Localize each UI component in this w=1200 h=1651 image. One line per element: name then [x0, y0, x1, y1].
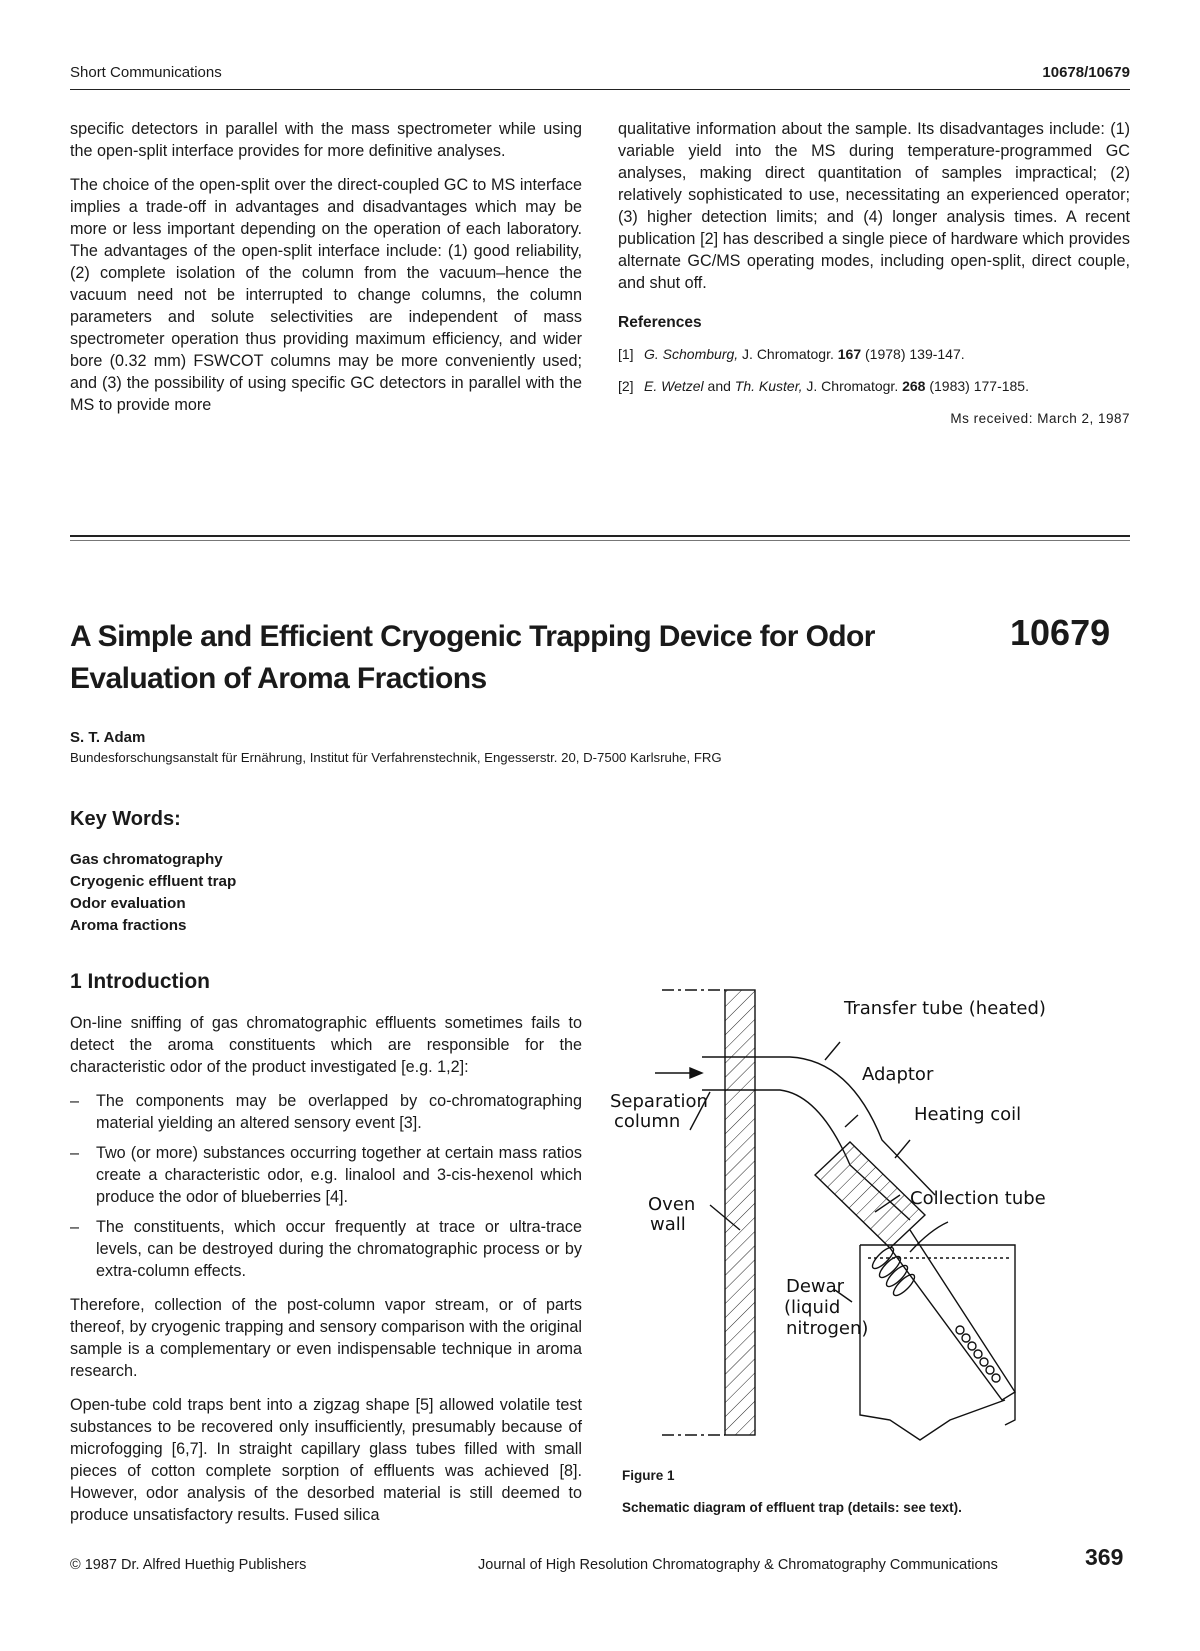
- figure-caption: Schematic diagram of effluent trap (details: see text).: [622, 1500, 962, 1515]
- article-separator-rule: [70, 535, 1130, 537]
- paragraph: Therefore, collection of the post-column vapor stream, or of parts thereof, by cryogenic trapping and sensory comparison with the original sample is a complementary or even indispensable technique in aroma research.: [70, 1296, 582, 1380]
- keyword: Odor evaluation: [70, 895, 186, 912]
- effluent-trap-schematic: [610, 980, 1110, 1450]
- bullet-item: – The constituents, which occur frequently at trace or ultra-trace levels, can be destroyed during the chromatographic process or by extra-column effects.: [70, 1218, 582, 1280]
- prev-article-column-1: [70, 118, 582, 428]
- author: S. T. Adam: [70, 729, 146, 746]
- paragraph: qualitative information about the sample. Its disadvantages include: (1) variable yield into the MS during temperature-programmed GC analyses, making direct quantitation of samples impractical; (2) relatively sophisticated to use, necessitating an experienced operator; (3) higher detection limits; and (4) longer analysis times. A recent publication [2] has described a single piece of hardware which provides alternate GC/MS operating modes, including open-split, direct couple, and shut off.: [618, 120, 1130, 292]
- label-separation-column: Separation: [610, 1091, 708, 1112]
- section-heading-introduction: 1 Introduction: [70, 970, 210, 993]
- running-header-numbers: 10678/10679: [1042, 64, 1130, 81]
- article-number: 10679: [1010, 612, 1111, 653]
- label-dewar: Dewar: [786, 1276, 845, 1297]
- keyword: Aroma fractions: [70, 917, 187, 934]
- paragraph: Open-tube cold traps bent into a zigzag shape [5] allowed volatile test substances to be recovered only insufficiently, presumably because of microfogging [6,7]. In straight capillary glass tubes filled with small pieces of cotton complete sorption of effluents was achieved [8]. However, odor analysis of the desorbed material is still deemed to produce unsatisfactory results. Fused silica: [70, 1396, 582, 1524]
- keywords-list: [70, 849, 236, 937]
- header-rule: [70, 89, 1130, 90]
- label-collection-tube: Collection tube: [910, 1188, 1046, 1209]
- manuscript-received: Ms received: March 2, 1987: [950, 411, 1130, 426]
- article-separator-rule-thin: [70, 540, 1130, 541]
- keyword: Cryogenic effluent trap: [70, 873, 237, 890]
- label-transfer-tube: Transfer tube (heated): [844, 998, 1046, 1019]
- keywords-heading: Key Words:: [70, 808, 181, 830]
- footer-journal: Journal of High Resolution Chromatography & Chromatography Communications: [478, 1557, 998, 1573]
- leader-line: [825, 1042, 840, 1060]
- label-dewar-3: nitrogen): [786, 1318, 869, 1339]
- leader-line: [845, 1115, 858, 1127]
- paragraph: On-line sniffing of gas chromatographic effluents sometimes fails to detect the aroma constituents which are responsible for the characteristic odor of the product investigated [e.g. 1,2]:: [70, 1014, 582, 1076]
- footer-copyright: © 1987 Dr. Alfred Huethig Publishers: [70, 1557, 307, 1573]
- figure-label: Figure 1: [622, 1468, 675, 1483]
- introduction-column: [70, 1012, 582, 1538]
- running-header-section: Short Communications: [70, 64, 222, 81]
- keyword: Gas chromatography: [70, 851, 223, 868]
- label-oven-wall-2: wall: [650, 1214, 686, 1235]
- paragraph: specific detectors in parallel with the mass spectrometer while using the open-split interface provides for more definitive analyses.: [70, 120, 582, 160]
- arrow-head: [690, 1068, 702, 1078]
- label-oven-wall: Oven: [648, 1194, 696, 1215]
- page-number: 369: [1085, 1544, 1124, 1570]
- prev-article-column-2: [618, 118, 1130, 430]
- adaptor: [815, 1142, 925, 1248]
- affiliation: Bundesforschungsanstalt für Ernährung, Institut für Verfahrenstechnik, Engesserstr. 20, D-7500 Karlsruhe, FRG: [70, 750, 722, 765]
- paragraph: The choice of the open-split over the direct-coupled GC to MS interface implies a trade-off in advantages and disadvantages which may be more or less important depending on the operation of each laboratory. The advantages of the open-split interface include: (1) good reliability, (2) complete isolation of the column from the vacuum–hence the vacuum need not be interrupted to change columns, the column parameters and solute selectivities are independent of mass spectrometer operation thus providing maximum efficiency, and wider bore (0.32 mm) FSWCOT columns may be more conveniently used; and (3) the possibility of using specific GC detectors in parallel with the MS to provide more: [70, 176, 582, 414]
- leader-line: [895, 1140, 910, 1158]
- reference-item: [1] G. Schomburg, J. Chromatogr. 167 (1978) 139-147.: [618, 346, 965, 362]
- label-adaptor: Adaptor: [862, 1064, 934, 1085]
- bullet-item: – The components may be overlapped by co-chromatographing material yielding an altered sensory event [3].: [70, 1092, 582, 1132]
- bullet-item: – Two (or more) substances occurring together at certain mass ratios create a characteristic odor, e.g. linalool and 3-cis-hexenol which produce the odor of blueberries [4].: [70, 1144, 582, 1206]
- references-heading: References: [618, 314, 702, 331]
- article-title: A Simple and Efficient Cryogenic Trapping Device for Odor Evaluation of Aroma Fractions: [70, 620, 875, 695]
- reference-item: [2] E. Wetzel and Th. Kuster, J. Chromatogr. 268 (1983) 177-185.: [618, 378, 1029, 394]
- label-heating-coil: Heating coil: [914, 1104, 1022, 1125]
- label-separation-column-2: column: [614, 1111, 681, 1132]
- label-dewar-2: (liquid: [784, 1297, 841, 1318]
